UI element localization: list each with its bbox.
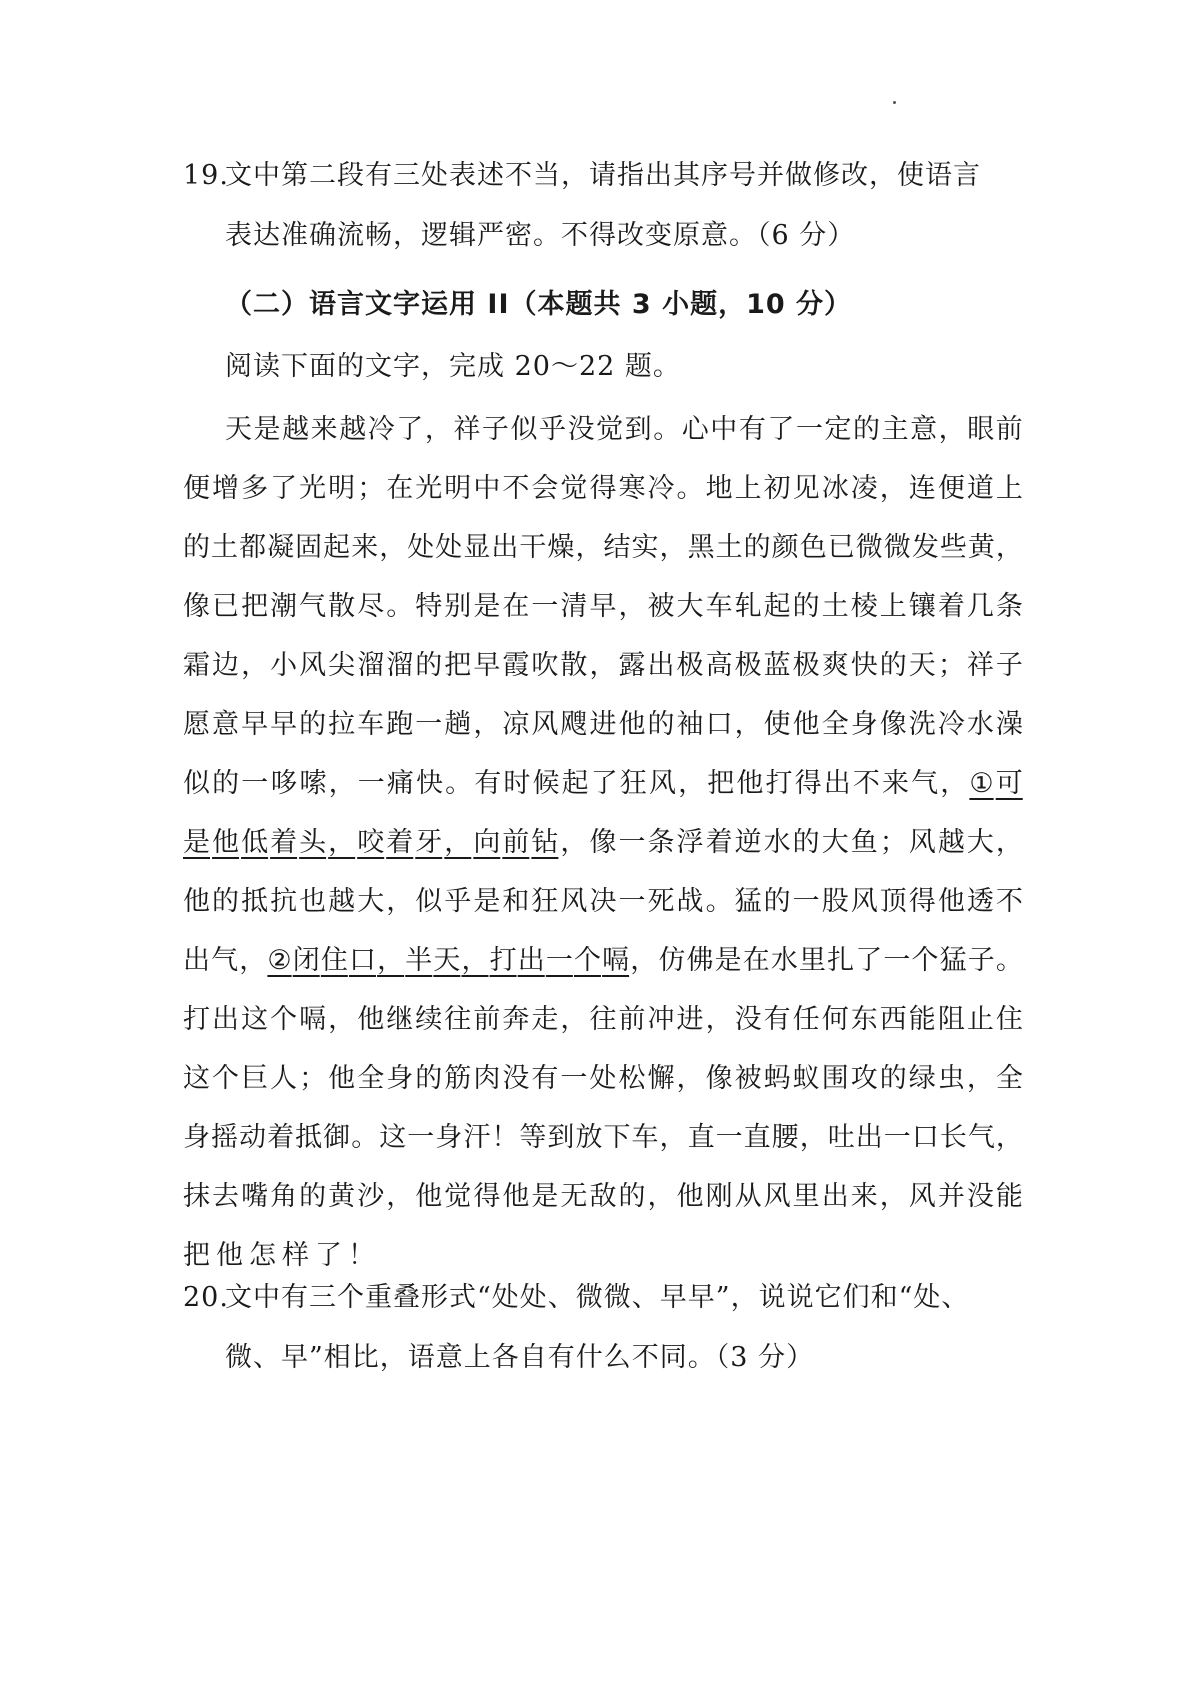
- passage-line: 是 他 低 着 头 ， 咬 着 牙 ， 向 前 钻 ， 像 一 条 浮 着 逆 水 的 大 鱼 ； 风 越 大 ，: [183, 827, 1023, 858]
- reading-passage: [183, 400, 1023, 1285]
- scan-speck: [893, 101, 896, 104]
- passage-line: 身 摇 动 着 抵 御 。 这 一 身 汗 ！ 等 到 放 下 车 ， 直 一 直 腰 ， 吐 出 一 口 长 气 ，: [183, 1122, 1023, 1153]
- section-title: （二）语言文字运用 II（本题共 3 小题，10 分）: [225, 289, 853, 320]
- passage-line: 愿 意 早 早 的 拉 车 跑 一 趟 ， 凉 风 飕 进 他 的 袖 口 ， 使 他 全 身 像 洗 冷 水 澡: [183, 709, 1023, 740]
- question-19-number: 19.: [183, 160, 229, 191]
- question-19: [183, 146, 1023, 266]
- question-20-line-2: 微、早”相比，语意上各自有什么不同。（3 分）: [225, 1342, 815, 1373]
- question-19-line-2: 表达准确流畅，逻辑严密。不得改变原意。（6 分）: [225, 220, 856, 251]
- question-20: [183, 1268, 1023, 1388]
- passage-line: 似 的 一 哆 嗦 ， 一 痛 快 。 有 时 候 起 了 狂 风 ， 把 他 打 得 出 不 来 气 ， ① 可: [183, 768, 1023, 799]
- passage-line: 把 他 怎 样 了 ！: [183, 1240, 381, 1271]
- passage-line: 打 出 这 个 嗝 ， 他 继 续 往 前 奔 走 ， 往 前 冲 进 ， 没 有 任 何 东 西 能 阻 止 住: [183, 1004, 1023, 1035]
- passage-line: 便 增 多 了 光 明 ； 在 光 明 中 不 会 觉 得 寒 冷 。 地 上 初 见 冰 凌 ， 连 便 道 上: [183, 473, 1023, 504]
- passage-line: 他 的 抵 抗 也 越 大 ， 似 乎 是 和 狂 风 决 一 死 战 。 猛 的 一 股 风 顶 得 他 透 不: [183, 886, 1023, 917]
- section-instruction: 阅读下面的文字，完成 20～22 题。: [225, 351, 681, 382]
- passage-line: 像 已 把 潮 气 散 尽 。 特 别 是 在 一 清 早 ， 被 大 车 轧 起 的 土 棱 上 镶 着 几 条: [183, 591, 1023, 622]
- question-20-number: 20.: [183, 1282, 229, 1313]
- passage-line: 霜 边 ， 小 风 尖 溜 溜 的 把 早 霞 吹 散 ， 露 出 极 高 极 蓝 极 爽 快 的 天 ； 祥 子: [183, 650, 1023, 681]
- passage-line: 抹 去 嘴 角 的 黄 沙 ， 他 觉 得 他 是 无 敌 的 ， 他 刚 从 风 里 出 来 ， 风 并 没 能: [183, 1181, 1023, 1212]
- question-19-line-1: 文中第二段有三处表述不当，请指出其序号并做修改，使语言: [225, 160, 981, 191]
- passage-line: 这 个 巨 人 ； 他 全 身 的 筋 肉 没 有 一 处 松 懈 ， 像 被 蚂 蚁 围 攻 的 绿 虫 ， 全: [183, 1063, 1023, 1094]
- passage-line: 出 气 ， ② 闭 住 口 ， 半 天 ， 打 出 一 个 嗝 ， 仿 佛 是 在 水 里 扎 了 一 个 猛 子 。: [183, 945, 1023, 976]
- passage-line: 天 是 越 来 越 冷 了 ， 祥 子 似 乎 没 觉 到 。 心 中 有 了 一 定 的 主 意 ， 眼 前: [225, 414, 1023, 445]
- passage-line: 的 土 都 凝 固 起 来 ， 处 处 显 出 干 燥 ， 结 实 ， 黑 土 的 颜 色 已 微 微 发 些 黄 ，: [183, 532, 1023, 563]
- question-20-line-1: 文中有三个重叠形式“处处、微微、早早”，说说它们和“处、: [225, 1282, 970, 1313]
